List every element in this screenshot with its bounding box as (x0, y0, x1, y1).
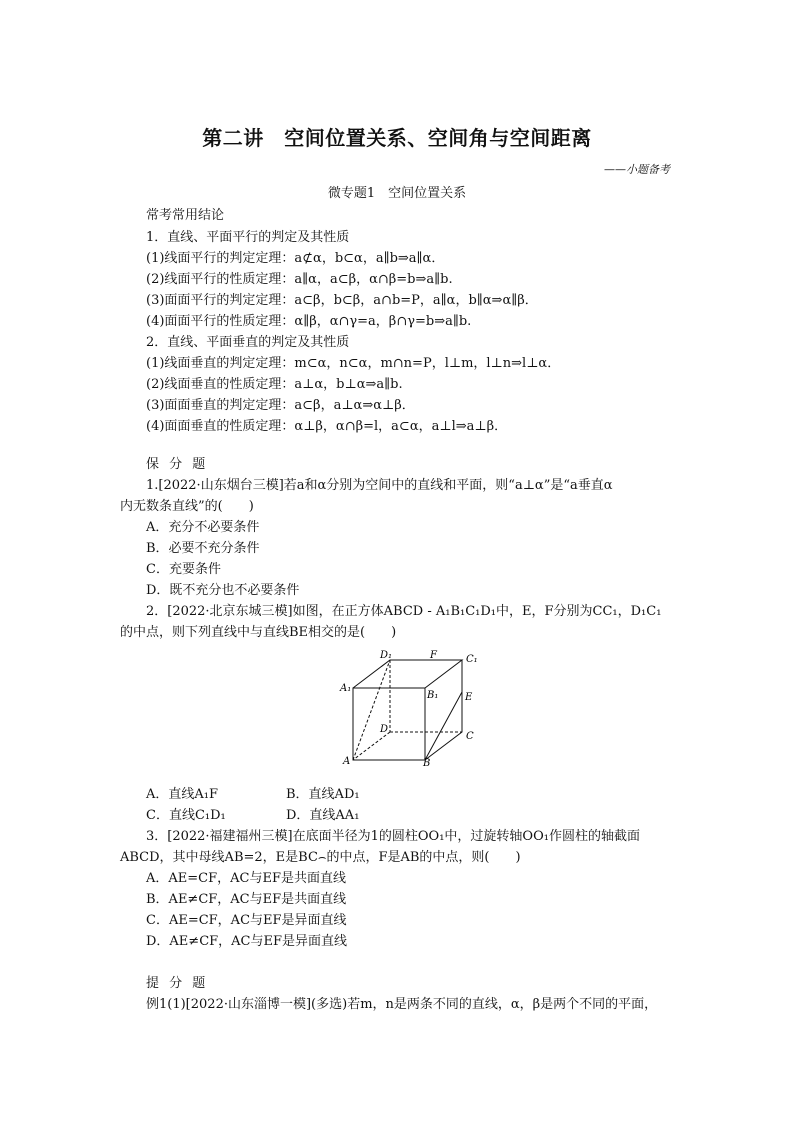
question-3-text: ABCD，其中母线AB=2，E是BC⌢的中点，F是AB的中点，则( ) (120, 850, 521, 865)
answer-option: C．充要条件 (146, 562, 221, 577)
answer-option: C．直线C₁D₁ (146, 808, 226, 823)
answer-option: B．AE≠CF，AC与EF是共面直线 (146, 892, 347, 907)
answer-option: D．既不充分也不必要条件 (146, 583, 300, 598)
answer-option: C．AE=CF，AC与EF是异面直线 (146, 913, 347, 928)
theorem-line: (1)线面平行的判定定理：a⊄α，b⊂α，a∥b⇒a∥α． (146, 251, 445, 266)
answer-option: D．AE≠CF，AC与EF是异面直线 (146, 934, 348, 949)
answer-option: A．充分不必要条件 (146, 520, 260, 535)
answer-option: B．必要不充分条件 (146, 541, 260, 556)
vertex-label: B (423, 758, 431, 768)
example-1-text: 例1(1)[2022·山东淄博一模](多选)若m，n是两条不同的直线，α，β是两个不同的平面， (146, 997, 658, 1012)
vertex-label: C (466, 731, 474, 742)
question-3-text: 3．[2022·福建福州三模]在底面半径为1的圆柱OO₁中，过旋转轴OO₁作圆柱的轴截面 (146, 829, 640, 844)
theorem-line: (4)面面平行的性质定理：α∥β，α∩γ=a，β∩γ=b⇒a∥b. (146, 314, 472, 329)
question-1-text: 内无数条直线”的( ) (120, 499, 254, 514)
vertex-label: C₁ (466, 654, 478, 665)
section-2-title: 2．直线、平面垂直的判定及其性质 (146, 335, 350, 350)
question-2-text: 的中点，则下列直线中与直线BE相交的是( ) (120, 625, 397, 640)
theorem-line: (2)线面平行的性质定理：a∥α，a⊂β，α∩β=b⇒a∥b. (146, 272, 453, 287)
conclusions-heading: 常考常用结论 (146, 208, 225, 223)
section-1-title: 1．直线、平面平行的判定及其性质 (146, 230, 350, 245)
vertex-label: F (430, 650, 437, 661)
answer-option: D．直线AA₁ (286, 808, 360, 823)
vertex-label: B₁ (427, 690, 439, 701)
vertex-label: D₁ (380, 650, 393, 661)
answer-option: A．AE=CF，AC与EF是共面直线 (146, 871, 346, 886)
cube-figure (338, 646, 486, 768)
page-title: 第二讲 空间位置关系、空间角与空间距离 (202, 126, 592, 150)
answer-option: A．直线A₁F (146, 787, 219, 802)
theorem-line: (4)面面垂直的性质定理：α⊥β，α∩β=l，a⊂α，a⊥l⇒a⊥β． (146, 419, 508, 434)
answer-option: B．直线AD₁ (286, 787, 360, 802)
theorem-line: (3)面面垂直的判定定理：a⊂β，a⊥α⇒α⊥β． (146, 398, 415, 413)
question-1-text: 1.[2022·山东烟台三模]若a和α分别为空间中的直线和平面，则“a⊥α”是“a垂直α (146, 478, 613, 493)
sub-topic-title: 微专题1 空间位置关系 (327, 186, 467, 201)
vertex-label: A (343, 756, 351, 767)
theorem-line: (1)线面垂直的判定定理：m⊂α，n⊂α，m∩n=P，l⊥m，l⊥n⇒l⊥α． (146, 356, 561, 371)
theorem-line: (2)线面垂直的性质定理：a⊥α，b⊥α⇒a∥b. (146, 377, 403, 392)
vertex-label: D (380, 724, 389, 735)
section-tag: ——小题备考 (604, 163, 670, 176)
basic-problems-heading: 保 分 题 (146, 457, 209, 472)
vertex-label: E (465, 692, 473, 703)
question-2-text: 2．[2022·北京东城三模]如图，在正方体ABCD - A₁B₁C₁D₁中，E，F分别为CC₁，D₁C₁ (146, 604, 662, 619)
vertex-label: A₁ (340, 683, 352, 694)
theorem-line: (3)面面平行的判定定理：a⊂β，b⊂β，a∩b=P，a∥α，b∥α⇒α∥β． (146, 293, 538, 308)
advanced-problems-heading: 提 分 题 (146, 976, 209, 991)
